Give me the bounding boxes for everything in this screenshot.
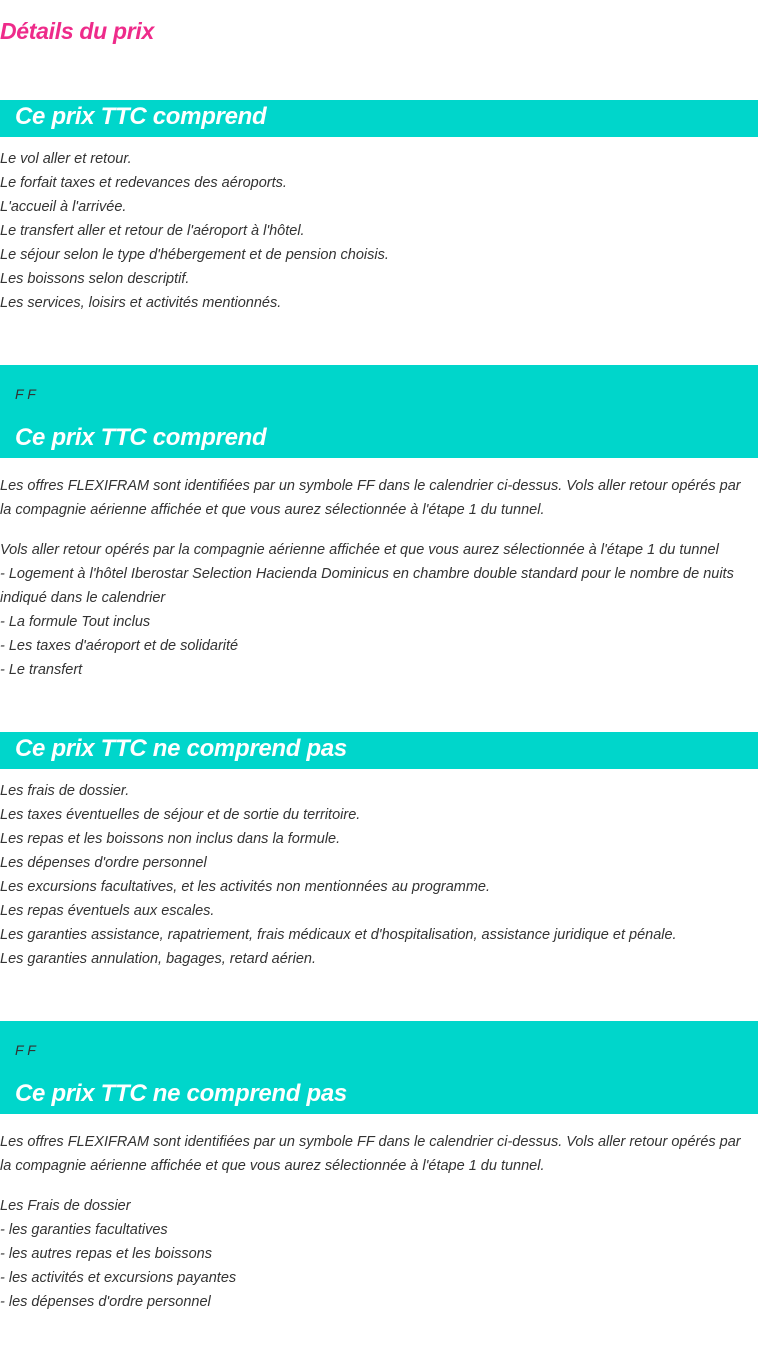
section-header-not-included xyxy=(0,732,758,769)
section-heading: Ce prix TTC ne comprend pas xyxy=(15,1080,347,1107)
page-title: Détails du prix xyxy=(0,18,154,44)
list-item: Les Frais de dossier xyxy=(0,1198,131,1214)
list-item: Les services, loisirs et activités mentionnés. xyxy=(0,295,282,311)
list-item: Les taxes éventuelles de séjour et de sortie du territoire. xyxy=(0,807,361,823)
section-heading: Ce prix TTC comprend xyxy=(15,424,267,451)
section-header-included xyxy=(0,100,758,137)
list-item: Vols aller retour opérés par la compagnie aérienne affichée et que vous aurez sélectionnée à l'étape 1 du tunnel xyxy=(0,542,719,558)
flexifram-intro: Les offres FLEXIFRAM sont identifiées par un symbole FF dans le calendrier ci-dessus. Vols aller retour opérés par la compagnie aérienne affichée et que vous aurez sélectionnée à l'étape 1 du tunnel. xyxy=(0,478,741,518)
list-item: Les repas éventuels aux escales. xyxy=(0,903,215,919)
list-item: Les garanties annulation, bagages, retard aérien. xyxy=(0,951,316,967)
list-item: Le transfert aller et retour de l'aéroport à l'hôtel. xyxy=(0,223,305,239)
list-item: Les dépenses d'ordre personnel xyxy=(0,855,207,871)
list-item: - Le transfert xyxy=(0,662,83,678)
section-heading: Ce prix TTC comprend xyxy=(15,103,267,130)
list-item: - les dépenses d'ordre personnel xyxy=(0,1294,211,1310)
list-item: Les frais de dossier. xyxy=(0,783,130,799)
flexifram-intro: Les offres FLEXIFRAM sont identifiées par un symbole FF dans le calendrier ci-dessus. Vols aller retour opérés par la compagnie aérienne affichée et que vous aurez sélectionnée à l'étape 1 du tunnel. xyxy=(0,1134,741,1174)
list-item: - les activités et excursions payantes xyxy=(0,1270,237,1286)
list-item: - Logement à l'hôtel Iberostar Selection Hacienda Dominicus en chambre double standard pour le nombre de nuits indiqué dans le calendrier xyxy=(0,566,734,606)
flexifram-not-included-list xyxy=(0,1194,745,1314)
ff-badge: F F xyxy=(15,1042,36,1058)
list-item: Les garanties assistance, rapatriement, frais médicaux et d'hospitalisation, assistance juridique et pénale. xyxy=(0,927,677,943)
list-item: L'accueil à l'arrivée. xyxy=(0,199,127,215)
list-item: Les repas et les boissons non inclus dans la formule. xyxy=(0,831,341,847)
list-item: - les garanties facultatives xyxy=(0,1222,168,1238)
list-item: - Les taxes d'aéroport et de solidarité xyxy=(0,638,239,654)
ff-badge: F F xyxy=(15,386,36,402)
list-item: Le forfait taxes et redevances des aéroports. xyxy=(0,175,287,191)
not-included-list xyxy=(0,779,745,971)
section-header-flexifram-included xyxy=(0,365,758,458)
section-heading: Ce prix TTC ne comprend pas xyxy=(15,735,347,762)
section-header-flexifram-not-included xyxy=(0,1021,758,1114)
list-item: - les autres repas et les boissons xyxy=(0,1246,212,1262)
list-item: - La formule Tout inclus xyxy=(0,614,151,630)
flexifram-included-list xyxy=(0,538,745,682)
list-item: Le séjour selon le type d'hébergement et de pension choisis. xyxy=(0,247,389,263)
list-item: Les excursions facultatives, et les activités non mentionnées au programme. xyxy=(0,879,491,895)
list-item: Les boissons selon descriptif. xyxy=(0,271,190,287)
included-list xyxy=(0,147,745,315)
list-item: Le vol aller et retour. xyxy=(0,151,132,167)
